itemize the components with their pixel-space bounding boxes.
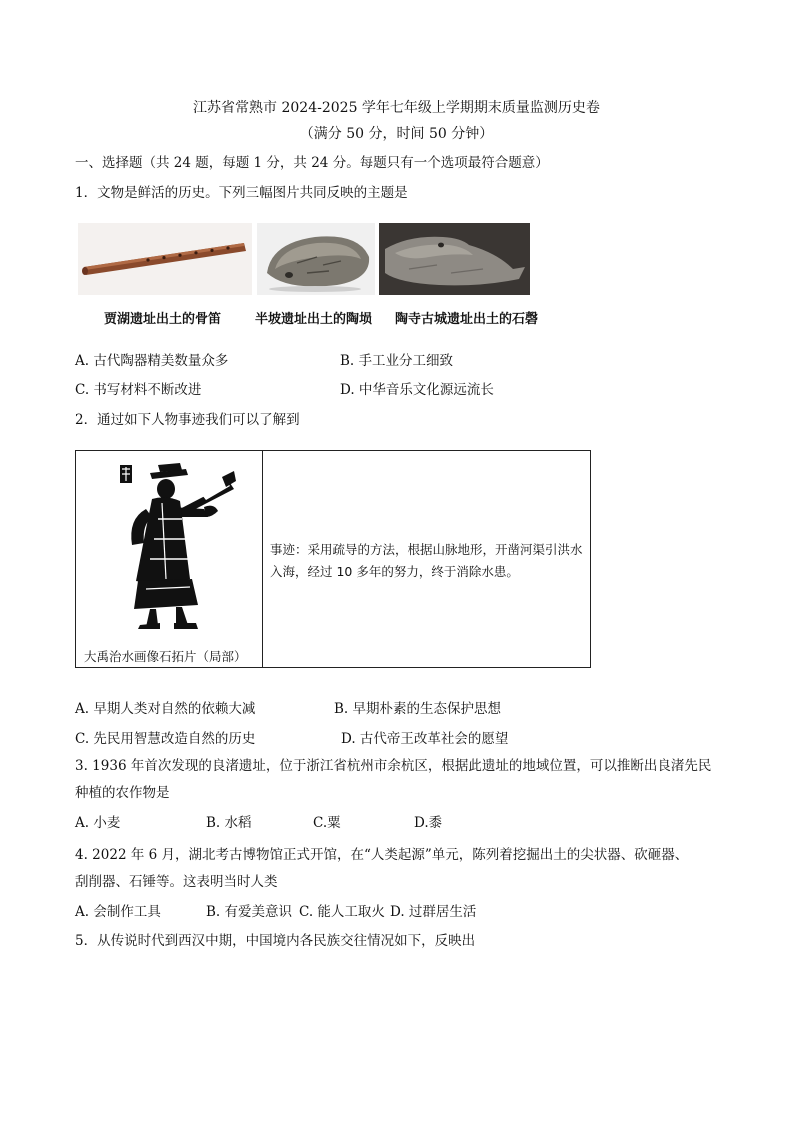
question-5-stem: 5．从传说时代到西汉中期，中国境内各民族交往情况如下，反映出 [75,933,476,949]
q3-option-c: C.粟 [313,815,341,831]
bone-flute-image [78,223,252,295]
section-heading: 一、选择题（共 24 题，每题 1 分，共 24 分。每题只有一个选项最符合题意） [75,155,549,171]
yu-deeds-text: 事迹：采用疏导的方法，根据山脉地形，开凿河渠引洪水入海，经过 10 多年的努力，终于消除水患。 [270,542,583,579]
question-4-stem-line1: 4. 2022 年 6 月，湖北考古博物馆正式开馆，在“人类起源”单元，陈列着挖掘出土的尖状器、砍砸器、 [75,847,689,863]
q1-option-c: C. 书写材料不断改进 [75,382,202,398]
bone-flute-caption: 贾湖遗址出土的骨笛 [104,312,222,327]
pottery-xun-caption: 半坡遗址出土的陶埙 [255,312,373,327]
page-title: 江苏省常熟市 2024-2025 学年七年级上学期期末质量监测历史卷 [193,100,600,116]
pottery-xun-image [257,223,375,295]
table-divider [262,451,263,667]
question-3-stem-line2: 种植的农作物是 [75,785,170,801]
q2-option-b: B. 早期朴素的生态保护思想 [334,701,502,717]
question-3-stem-line1: 3. 1936 年首次发现的良渚遗址，位于浙江省杭州市余杭区，根据此遗址的地域位置，可以推断出良渚先民 [75,758,712,774]
q4-option-a: A. 会制作工具 [75,904,161,920]
q3-option-a: A. 小麦 [75,815,121,831]
yu-rubbing-image [106,459,236,639]
question-4-stem-line2: 刮削器、石锤等。这表明当时人类 [75,874,278,890]
question-2-stem: 2．通过如下人物事迹我们可以了解到 [75,412,300,428]
q4-option-b: B. 有爱美意识 [206,904,293,920]
q3-option-d: D.黍 [414,815,443,831]
q2-option-c: C. 先民用智慧改造自然的历史 [75,731,256,747]
q2-option-a: A. 早期人类对自然的依赖大减 [75,701,256,717]
q4-option-d: D. 过群居生活 [390,904,477,920]
page-subtitle: （满分 50 分，时间 50 分钟） [299,126,494,142]
yu-rubbing-caption: 大禹治水画像石拓片（局部） [84,649,247,664]
q1-option-a: A. 古代陶器精美数量众多 [75,353,229,369]
yu-table [75,450,591,668]
q1-option-d: D. 中华音乐文化源远流长 [340,382,494,398]
q3-option-b: B. 水稻 [206,815,252,831]
question-1-stem: 1．文物是鲜活的历史。下列三幅图片共同反映的主题是 [75,185,408,201]
q4-option-c: C. 能人工取火 [299,904,385,920]
q1-option-b: B. 手工业分工细致 [340,353,454,369]
stone-chime-caption: 陶寺古城遗址出土的石磬 [395,312,539,327]
q2-option-d: D. 古代帝王改革社会的愿望 [341,731,509,747]
stone-chime-image [379,223,530,295]
